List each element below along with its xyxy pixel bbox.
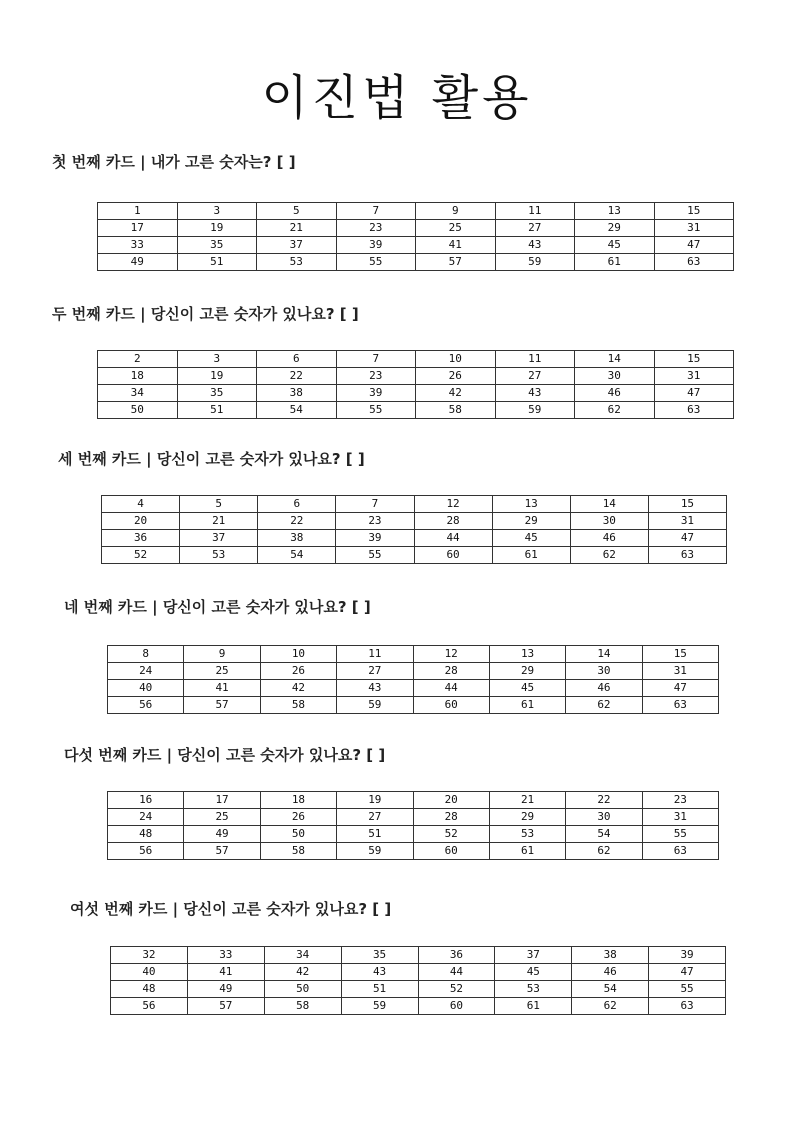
table-cell: 30	[570, 513, 648, 530]
card-6-table	[110, 946, 726, 1015]
table-cell: 38	[257, 385, 337, 402]
table-cell: 52	[418, 981, 495, 998]
table-cell: 60	[413, 697, 489, 714]
table-cell: 29	[489, 663, 565, 680]
table-cell: 54	[566, 826, 642, 843]
table-cell: 27	[495, 220, 575, 237]
table-cell: 22	[566, 792, 642, 809]
table-cell: 5	[180, 496, 258, 513]
table-cell: 15	[654, 351, 734, 368]
table-cell: 29	[575, 220, 655, 237]
table-cell: 55	[649, 981, 726, 998]
table-cell: 6	[257, 351, 337, 368]
table-cell: 48	[111, 981, 188, 998]
table-row	[98, 237, 734, 254]
table-cell: 18	[260, 792, 336, 809]
table-cell: 23	[642, 792, 718, 809]
table-cell: 45	[495, 964, 572, 981]
table-cell: 62	[566, 697, 642, 714]
table-cell: 61	[575, 254, 655, 271]
table-row	[108, 680, 719, 697]
table-cell: 27	[337, 663, 413, 680]
table-cell: 8	[108, 646, 184, 663]
table-cell: 51	[177, 402, 257, 419]
table-cell: 44	[413, 680, 489, 697]
table-cell: 11	[495, 351, 575, 368]
table-cell: 48	[108, 826, 184, 843]
table-cell: 15	[654, 203, 734, 220]
table-cell: 17	[98, 220, 178, 237]
table-cell: 34	[264, 947, 341, 964]
table-cell: 58	[264, 998, 341, 1015]
table-cell: 61	[489, 843, 565, 860]
table-cell: 37	[180, 530, 258, 547]
table-cell: 12	[414, 496, 492, 513]
table-row	[108, 826, 719, 843]
table-row	[108, 843, 719, 860]
table-cell: 62	[570, 547, 648, 564]
table-cell: 61	[495, 998, 572, 1015]
table-row	[108, 646, 719, 663]
table-cell: 24	[108, 663, 184, 680]
table-cell: 19	[177, 220, 257, 237]
table-cell: 38	[572, 947, 649, 964]
table-cell: 5	[257, 203, 337, 220]
table-cell: 39	[336, 530, 414, 547]
table-cell: 42	[260, 680, 336, 697]
table-cell: 19	[337, 792, 413, 809]
table-cell: 47	[648, 530, 726, 547]
table-row	[98, 254, 734, 271]
table-cell: 11	[337, 646, 413, 663]
table-cell: 60	[414, 547, 492, 564]
table-cell: 27	[495, 368, 575, 385]
table-cell: 61	[492, 547, 570, 564]
table-cell: 15	[648, 496, 726, 513]
table-cell: 38	[258, 530, 336, 547]
table-cell: 49	[187, 981, 264, 998]
table-cell: 63	[642, 843, 718, 860]
table-cell: 60	[413, 843, 489, 860]
table-cell: 42	[264, 964, 341, 981]
table-cell: 33	[98, 237, 178, 254]
table-cell: 18	[98, 368, 178, 385]
table-cell: 44	[418, 964, 495, 981]
table-cell: 25	[184, 809, 260, 826]
table-cell: 24	[108, 809, 184, 826]
table-cell: 7	[336, 203, 416, 220]
table-row	[111, 964, 726, 981]
table-cell: 57	[187, 998, 264, 1015]
table-cell: 26	[416, 368, 496, 385]
table-cell: 46	[570, 530, 648, 547]
card-5-table	[107, 791, 719, 860]
table-cell: 41	[416, 237, 496, 254]
table-cell: 59	[341, 998, 418, 1015]
table-cell: 46	[572, 964, 649, 981]
table-cell: 57	[184, 843, 260, 860]
table-row	[98, 220, 734, 237]
table-cell: 43	[495, 385, 575, 402]
table-cell: 63	[649, 998, 726, 1015]
table-cell: 35	[177, 237, 257, 254]
table-cell: 47	[654, 385, 734, 402]
table-cell: 39	[336, 385, 416, 402]
table-row	[102, 496, 727, 513]
table-cell: 55	[336, 254, 416, 271]
table-cell: 35	[341, 947, 418, 964]
table-cell: 30	[566, 663, 642, 680]
table-cell: 31	[642, 809, 718, 826]
table-row	[98, 368, 734, 385]
table-cell: 41	[187, 964, 264, 981]
table-cell: 36	[102, 530, 180, 547]
table-cell: 49	[184, 826, 260, 843]
table-cell: 14	[575, 351, 655, 368]
table-cell: 63	[648, 547, 726, 564]
table-cell: 21	[257, 220, 337, 237]
table-cell: 44	[414, 530, 492, 547]
table-cell: 33	[187, 947, 264, 964]
table-cell: 28	[413, 809, 489, 826]
table-cell: 13	[575, 203, 655, 220]
table-cell: 40	[108, 680, 184, 697]
table-cell: 12	[413, 646, 489, 663]
table-row	[108, 809, 719, 826]
table-cell: 51	[341, 981, 418, 998]
table-cell: 52	[102, 547, 180, 564]
page-title: 이진법 활용	[261, 70, 533, 126]
table-row	[102, 530, 727, 547]
table-cell: 50	[98, 402, 178, 419]
table-row	[111, 998, 726, 1015]
table-cell: 36	[418, 947, 495, 964]
table-cell: 54	[258, 547, 336, 564]
table-cell: 23	[336, 513, 414, 530]
table-cell: 37	[495, 947, 572, 964]
table-cell: 45	[492, 530, 570, 547]
table-cell: 58	[260, 697, 336, 714]
table-cell: 3	[177, 351, 257, 368]
table-cell: 42	[416, 385, 496, 402]
table-cell: 34	[98, 385, 178, 402]
table-cell: 31	[654, 220, 734, 237]
card-6-heading: 여섯 번째 카드 | 당신이 고른 숫자가 있나요? [ ]	[70, 900, 392, 918]
table-cell: 51	[337, 826, 413, 843]
table-cell: 22	[258, 513, 336, 530]
table-cell: 25	[416, 220, 496, 237]
table-cell: 30	[575, 368, 655, 385]
table-cell: 50	[260, 826, 336, 843]
table-cell: 45	[575, 237, 655, 254]
table-cell: 11	[495, 203, 575, 220]
table-cell: 53	[180, 547, 258, 564]
table-cell: 63	[654, 254, 734, 271]
table-cell: 7	[336, 496, 414, 513]
table-cell: 20	[413, 792, 489, 809]
table-cell: 26	[260, 663, 336, 680]
table-cell: 26	[260, 809, 336, 826]
table-cell: 62	[575, 402, 655, 419]
table-cell: 28	[414, 513, 492, 530]
table-cell: 56	[108, 697, 184, 714]
table-cell: 53	[257, 254, 337, 271]
card-3-heading: 세 번째 카드 | 당신이 고른 숫자가 있나요? [ ]	[58, 450, 365, 468]
table-cell: 61	[489, 697, 565, 714]
table-cell: 32	[111, 947, 188, 964]
table-cell: 14	[570, 496, 648, 513]
card-4-table	[107, 645, 719, 714]
table-row	[108, 697, 719, 714]
table-cell: 50	[264, 981, 341, 998]
table-cell: 54	[257, 402, 337, 419]
table-cell: 52	[413, 826, 489, 843]
table-cell: 43	[337, 680, 413, 697]
table-cell: 40	[111, 964, 188, 981]
table-cell: 59	[337, 843, 413, 860]
table-cell: 13	[489, 646, 565, 663]
table-cell: 55	[336, 402, 416, 419]
table-cell: 58	[416, 402, 496, 419]
table-cell: 9	[416, 203, 496, 220]
table-cell: 53	[489, 826, 565, 843]
table-cell: 25	[184, 663, 260, 680]
table-cell: 57	[416, 254, 496, 271]
table-row	[98, 203, 734, 220]
table-row	[111, 981, 726, 998]
table-cell: 9	[184, 646, 260, 663]
table-cell: 10	[260, 646, 336, 663]
table-cell: 59	[495, 254, 575, 271]
table-cell: 19	[177, 368, 257, 385]
table-row	[108, 663, 719, 680]
table-cell: 14	[566, 646, 642, 663]
table-cell: 47	[642, 680, 718, 697]
table-cell: 56	[111, 998, 188, 1015]
table-cell: 59	[337, 697, 413, 714]
table-cell: 31	[654, 368, 734, 385]
table-cell: 59	[495, 402, 575, 419]
table-cell: 3	[177, 203, 257, 220]
table-cell: 21	[489, 792, 565, 809]
table-cell: 62	[566, 843, 642, 860]
table-cell: 31	[642, 663, 718, 680]
card-1-table	[97, 202, 734, 271]
table-cell: 39	[649, 947, 726, 964]
card-2-heading: 두 번째 카드 | 당신이 고른 숫자가 있나요? [ ]	[52, 305, 359, 323]
table-cell: 15	[642, 646, 718, 663]
table-cell: 46	[575, 385, 655, 402]
table-row	[102, 547, 727, 564]
table-cell: 47	[649, 964, 726, 981]
card-2-table	[97, 350, 734, 419]
table-cell: 39	[336, 237, 416, 254]
table-cell: 41	[184, 680, 260, 697]
table-cell: 47	[654, 237, 734, 254]
table-cell: 21	[180, 513, 258, 530]
table-cell: 16	[108, 792, 184, 809]
card-4-heading: 네 번째 카드 | 당신이 고른 숫자가 있나요? [ ]	[64, 598, 371, 616]
card-5-heading: 다섯 번째 카드 | 당신이 고른 숫자가 있나요? [ ]	[64, 746, 386, 764]
table-cell: 1	[98, 203, 178, 220]
table-cell: 54	[572, 981, 649, 998]
card-1-heading: 첫 번째 카드 | 내가 고른 숫자는? [ ]	[52, 153, 296, 171]
table-row	[98, 385, 734, 402]
table-cell: 37	[257, 237, 337, 254]
table-cell: 6	[258, 496, 336, 513]
table-row	[111, 947, 726, 964]
table-cell: 43	[495, 237, 575, 254]
table-cell: 28	[413, 663, 489, 680]
table-cell: 56	[108, 843, 184, 860]
table-cell: 46	[566, 680, 642, 697]
table-cell: 13	[492, 496, 570, 513]
table-cell: 43	[341, 964, 418, 981]
table-cell: 4	[102, 496, 180, 513]
table-row	[108, 792, 719, 809]
table-cell: 57	[184, 697, 260, 714]
table-cell: 2	[98, 351, 178, 368]
table-cell: 49	[98, 254, 178, 271]
table-cell: 23	[336, 220, 416, 237]
table-cell: 23	[336, 368, 416, 385]
table-cell: 10	[416, 351, 496, 368]
table-cell: 29	[492, 513, 570, 530]
table-cell: 27	[337, 809, 413, 826]
table-cell: 55	[336, 547, 414, 564]
table-row	[102, 513, 727, 530]
card-3-table	[101, 495, 727, 564]
table-row	[98, 402, 734, 419]
table-cell: 51	[177, 254, 257, 271]
table-cell: 63	[642, 697, 718, 714]
table-cell: 31	[648, 513, 726, 530]
table-cell: 30	[566, 809, 642, 826]
table-cell: 17	[184, 792, 260, 809]
table-cell: 63	[654, 402, 734, 419]
table-cell: 60	[418, 998, 495, 1015]
table-cell: 35	[177, 385, 257, 402]
table-cell: 22	[257, 368, 337, 385]
table-cell: 20	[102, 513, 180, 530]
table-cell: 7	[336, 351, 416, 368]
table-cell: 58	[260, 843, 336, 860]
table-cell: 53	[495, 981, 572, 998]
table-cell: 62	[572, 998, 649, 1015]
table-cell: 45	[489, 680, 565, 697]
table-row	[98, 351, 734, 368]
table-cell: 55	[642, 826, 718, 843]
table-cell: 29	[489, 809, 565, 826]
